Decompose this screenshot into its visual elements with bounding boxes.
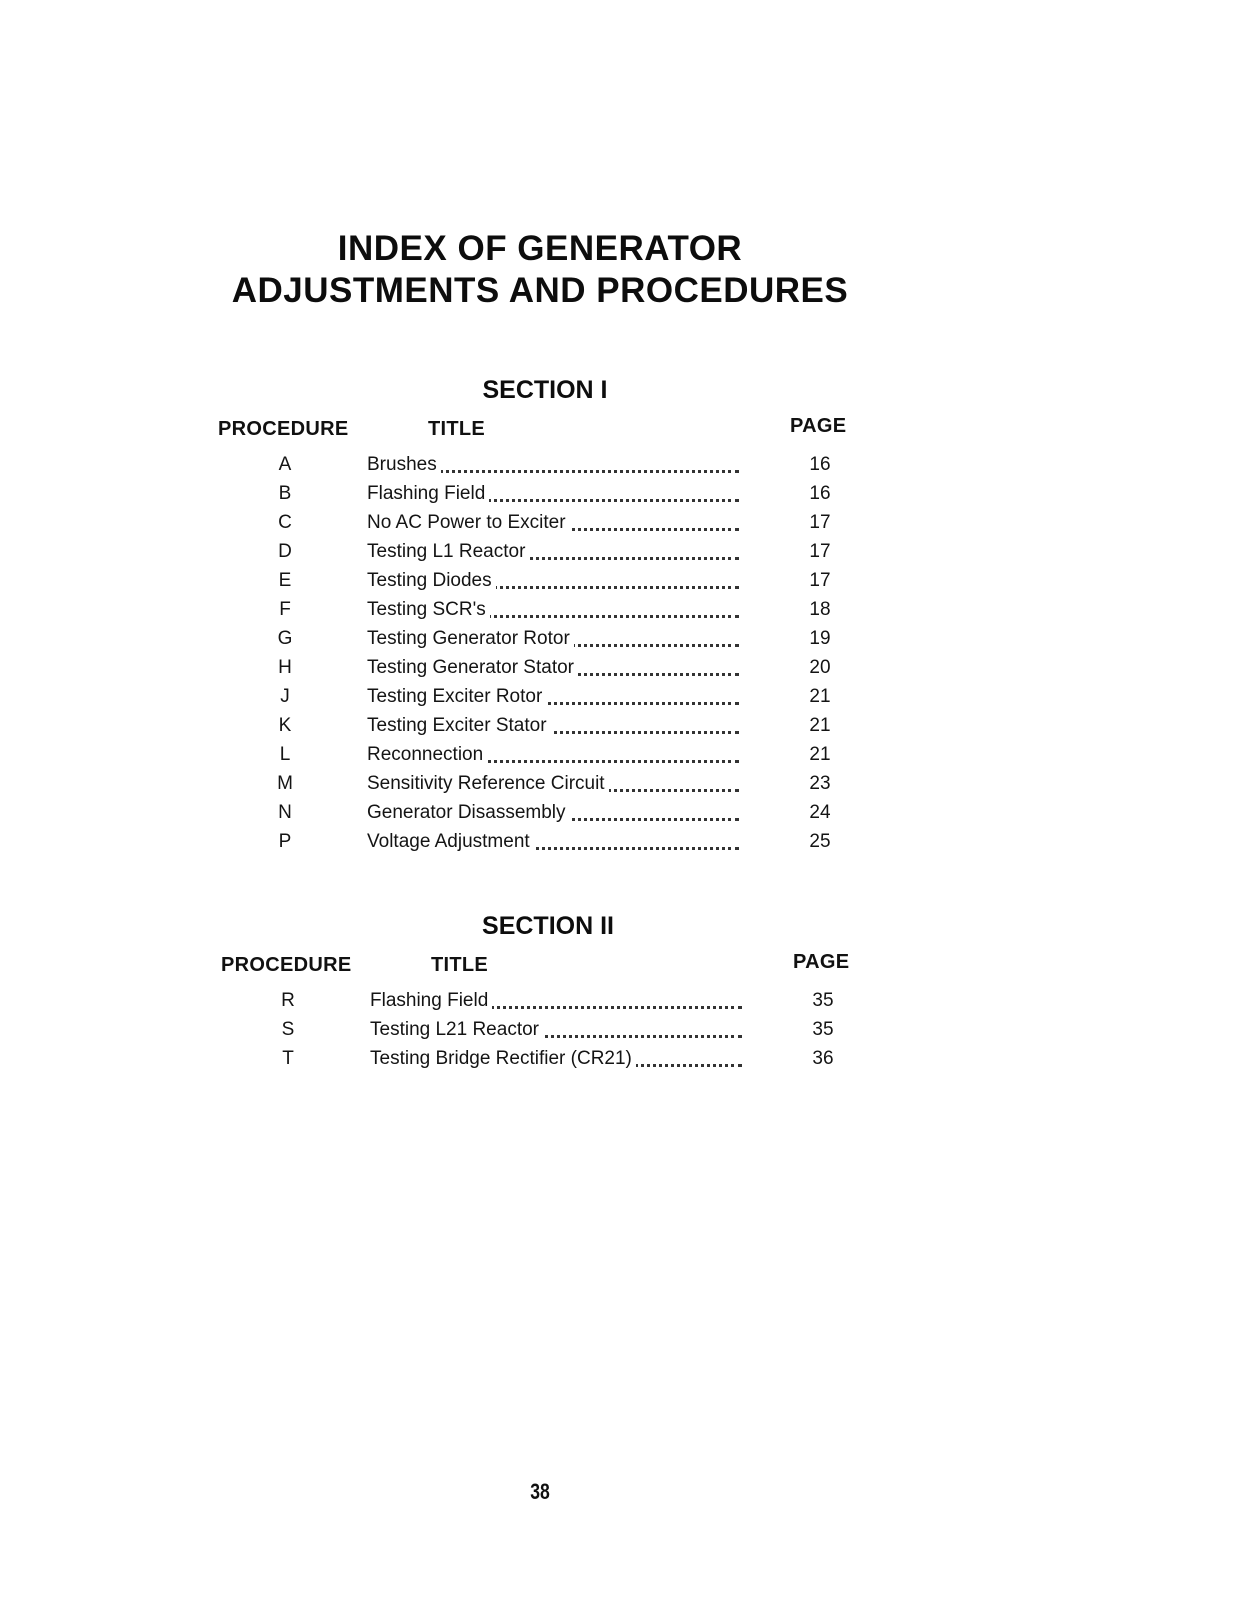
procedure-title-cell [367,711,739,740]
procedure-letter: S [281,1019,295,1040]
procedure-title-cell [370,986,742,1015]
procedure-page-number: 23 [809,773,831,794]
table-row [210,537,890,566]
procedure-letter: F [279,599,291,620]
table-row [210,653,890,682]
procedure-letter: E [278,570,292,591]
procedure-title-cell [367,798,739,827]
procedure-title-cell [367,595,739,624]
procedure-title: Voltage Adjustment [367,831,534,852]
procedure-letter: P [278,831,292,852]
procedure-letter: L [279,744,291,765]
page-column-header: PAGE [793,951,850,973]
procedure-letter: C [278,512,292,533]
procedure-title-cell [367,508,739,537]
title-column-header: TITLE [428,418,486,440]
procedure-list [213,986,893,1073]
procedure-page-number: 16 [809,483,831,504]
table-row [210,798,890,827]
table-row [213,1044,893,1073]
procedure-title-cell [367,827,739,856]
procedure-page-number: 36 [812,1048,834,1069]
procedure-page-number: 21 [809,686,831,707]
procedure-title: Testing Generator Stator [367,657,578,678]
table-row [210,479,890,508]
procedure-title: Testing Exciter Rotor [367,686,546,707]
procedure-letter: D [278,541,292,562]
table-row [210,566,890,595]
procedure-title: Testing L21 Reactor [370,1019,543,1040]
page-column-header: PAGE [790,415,847,437]
procedure-page-number: 24 [809,802,831,823]
procedure-letter: K [278,715,292,736]
procedure-letter: H [278,657,292,678]
procedure-letter: B [278,483,292,504]
table-row [210,740,890,769]
procedure-letter: N [278,802,292,823]
procedure-title: Testing Generator Rotor [367,628,574,649]
title-column-header: TITLE [431,954,489,976]
procedure-title: Testing L1 Reactor [367,541,529,562]
procedure-letter: M [277,773,293,794]
procedure-column-header: PROCEDURE [218,418,349,440]
procedure-page-number: 18 [809,599,831,620]
procedure-title-cell [367,769,739,798]
procedure-title: Testing Diodes [367,570,496,591]
procedure-column-header: PROCEDURE [221,954,352,976]
procedure-title: Testing Exciter Stator [367,715,551,736]
page-title-line-2: ADJUSTMENTS AND PROCEDURES [231,271,849,310]
table-row [210,595,890,624]
page-title-line-1: INDEX OF GENERATOR [337,229,743,268]
procedure-page-number: 21 [809,715,831,736]
procedure-page-number: 35 [812,1019,834,1040]
table-row [213,986,893,1015]
procedure-title-cell [367,479,739,508]
procedure-title: Flashing Field [370,990,492,1011]
procedure-letter: T [282,1048,294,1069]
table-row [213,1015,893,1044]
procedure-page-number: 35 [812,990,834,1011]
procedure-title: Reconnection [367,744,487,765]
procedure-title-cell [367,566,739,595]
table-row [210,450,890,479]
procedure-page-number: 17 [809,512,831,533]
procedure-title: Sensitivity Reference Circuit [367,773,609,794]
procedure-title-cell [367,624,739,653]
procedure-title: Testing Bridge Rectifier (CR21) [370,1048,636,1069]
procedure-list [210,450,890,856]
procedure-title-cell [367,740,739,769]
table-row [210,827,890,856]
page-number: 38 [530,1479,550,1504]
procedure-title-cell [367,450,739,479]
procedure-page-number: 17 [809,541,831,562]
table-row [210,508,890,537]
procedure-title-cell [370,1044,742,1073]
table-row [210,769,890,798]
procedure-title: Flashing Field [367,483,489,504]
procedure-title-cell [367,682,739,711]
procedure-title-cell [367,653,739,682]
procedure-page-number: 16 [809,454,831,475]
procedure-title-cell [370,1015,742,1044]
table-row [210,711,890,740]
procedure-title-cell [367,537,739,566]
table-row [210,682,890,711]
procedure-title: No AC Power to Exciter [367,512,570,533]
procedure-title: Testing SCR's [367,599,490,620]
procedure-page-number: 25 [809,831,831,852]
procedure-letter: J [280,686,290,707]
procedure-letter: G [277,628,293,649]
procedure-page-number: 21 [809,744,831,765]
section-heading: SECTION I [482,376,608,404]
procedure-letter: A [278,454,292,475]
procedure-page-number: 19 [809,628,831,649]
procedure-title: Brushes [367,454,441,475]
page-title [150,228,930,312]
procedure-page-number: 17 [809,570,831,591]
section-heading: SECTION II [482,912,614,940]
procedure-page-number: 20 [809,657,831,678]
table-row [210,624,890,653]
procedure-title: Generator Disassembly [367,802,570,823]
procedure-letter: R [281,990,295,1011]
